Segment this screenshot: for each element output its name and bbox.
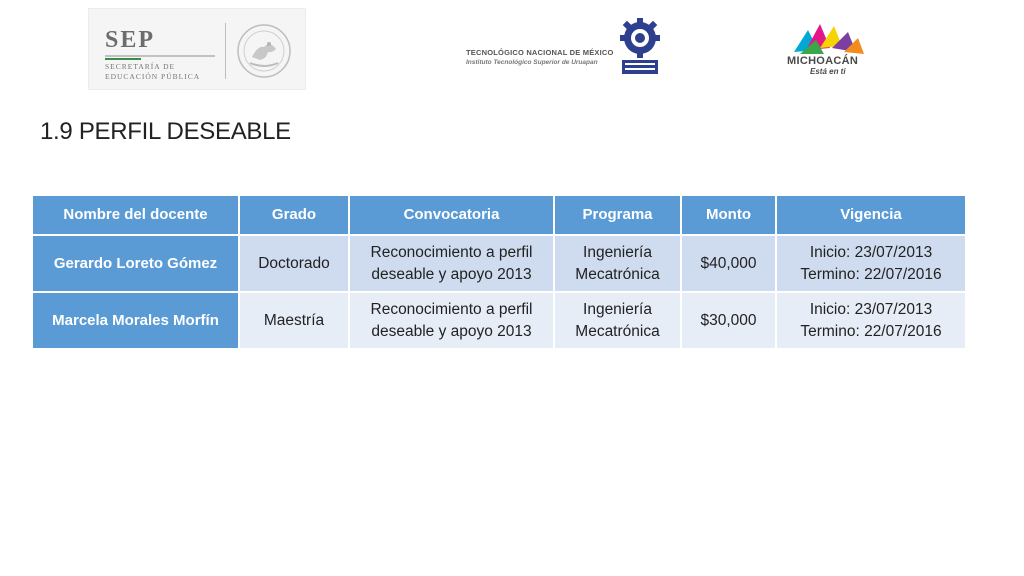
sep-logo-rule (105, 55, 215, 57)
tecnm-subtitle: Instituto Tecnológico Superior de Uruapan (466, 59, 598, 66)
cell-convocatoria-line2: deseable y apoyo 2013 (371, 322, 532, 340)
table-row (32, 292, 966, 349)
tecnm-title: TECNOLÓGICO NACIONAL DE MÉXICO (466, 48, 614, 57)
michoacan-wordmark: MICHOACÁN (787, 55, 859, 67)
sep-logo-line1: SECRETARÍA DE (105, 62, 176, 71)
mexico-seal-icon (236, 23, 292, 79)
cell-vigencia-termino: Termino: 22/07/2016 (800, 322, 942, 340)
column-header-nombre: Nombre del docente (32, 195, 239, 235)
cell-vigencia (776, 235, 966, 292)
cell-convocatoria (349, 292, 554, 349)
cell-programa-line1: Ingeniería (583, 300, 652, 318)
cell-vigencia (776, 292, 966, 349)
cell-nombre: Marcela Morales Morfín (32, 292, 239, 349)
column-header-vigencia: Vigencia (776, 195, 966, 235)
cell-convocatoria (349, 235, 554, 292)
sep-logo-divider (225, 23, 226, 79)
column-header-convocatoria: Convocatoria (349, 195, 554, 235)
sep-logo-word: SEP (105, 27, 156, 53)
michoacan-tagline: Está en ti (810, 67, 846, 76)
cell-programa (554, 235, 681, 292)
cell-vigencia-inicio: Inicio: 23/07/2013 (809, 300, 933, 318)
cell-programa (554, 292, 681, 349)
table-row (32, 235, 966, 292)
sep-logo (88, 8, 306, 90)
cell-grado: Maestría (239, 292, 349, 349)
cell-convocatoria-line1: Reconocimiento a perfil (370, 300, 533, 318)
cell-monto: $30,000 (681, 292, 776, 349)
cell-convocatoria-line1: Reconocimiento a perfil (370, 243, 533, 261)
page-title: 1.9 PERFIL DESEABLE (40, 118, 291, 145)
perfil-table (31, 194, 967, 350)
column-header-grado: Grado (239, 195, 349, 235)
institute-gear-logo-icon (616, 16, 664, 76)
table-header-row (32, 195, 966, 235)
cell-vigencia-inicio: Inicio: 23/07/2013 (809, 243, 933, 261)
column-header-programa: Programa (554, 195, 681, 235)
cell-programa-line2: Mecatrónica (575, 322, 660, 340)
column-header-monto: Monto (681, 195, 776, 235)
cell-programa-line1: Ingeniería (583, 243, 652, 261)
sep-logo-line2: EDUCACIÓN PÚBLICA (105, 72, 201, 81)
cell-nombre: Gerardo Loreto Gómez (32, 235, 239, 292)
cell-vigencia-termino: Termino: 22/07/2016 (800, 265, 942, 283)
cell-grado: Doctorado (239, 235, 349, 292)
cell-convocatoria-line2: deseable y apoyo 2013 (371, 265, 532, 283)
cell-monto: $40,000 (681, 235, 776, 292)
cell-programa-line2: Mecatrónica (575, 265, 660, 283)
